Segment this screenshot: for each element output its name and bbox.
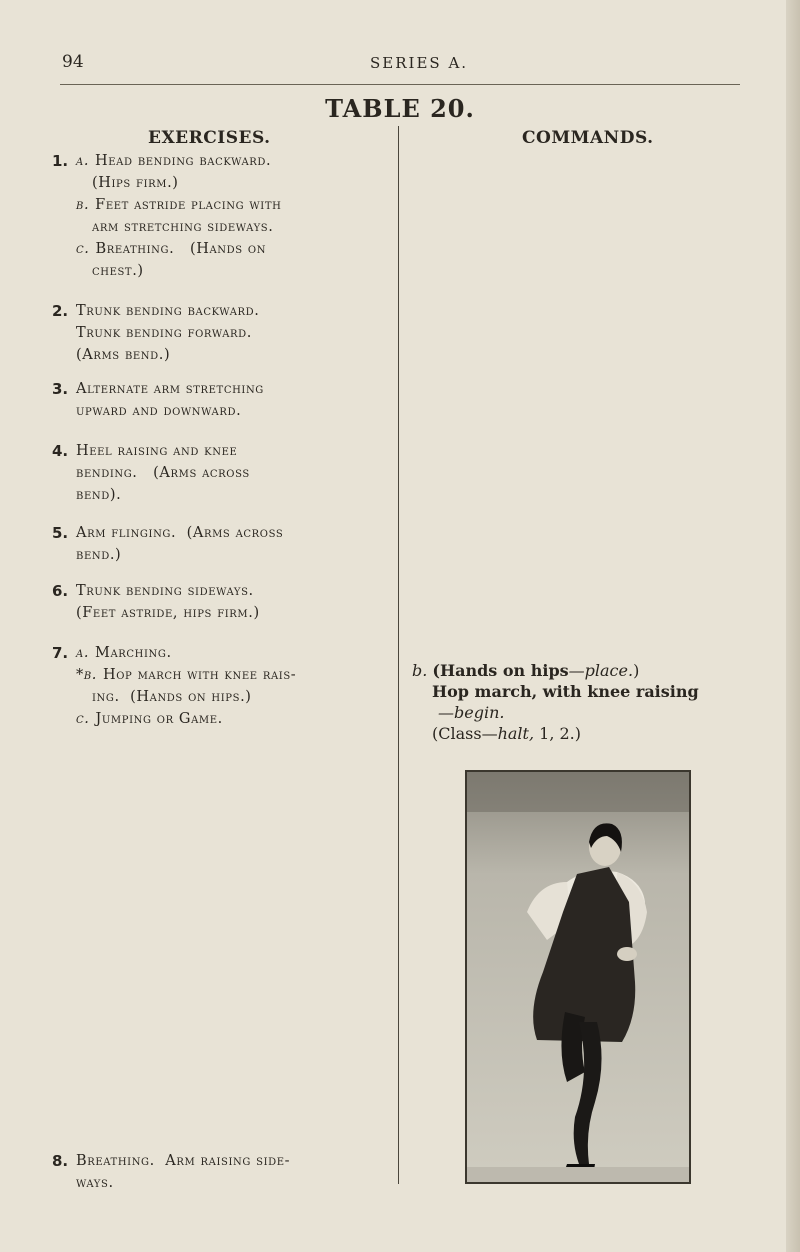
- exercise-line: bend.): [76, 547, 122, 563]
- exercise-number: 1.: [52, 152, 69, 170]
- exercise-line: (Feet astride, hips firm.): [76, 605, 260, 621]
- exercise-line: Heel raising and knee: [76, 443, 238, 459]
- exercise-line: *b. Hop march with knee rais-: [76, 667, 297, 683]
- exercise-number: 5.: [52, 524, 69, 542]
- exercise-6: [52, 580, 394, 624]
- exercise-1: [52, 150, 394, 282]
- exercise-number: 8.: [52, 1152, 69, 1170]
- hop-march-figure-image: [467, 772, 689, 1182]
- exercise-8: [52, 1150, 394, 1194]
- exercise-line: ways.: [76, 1175, 114, 1191]
- exercise-number: 3.: [52, 380, 69, 398]
- header-rule: [60, 84, 740, 85]
- exercise-line: a. Head bending backward.: [76, 153, 272, 169]
- exercise-line: c. Jumping or Game.: [76, 711, 223, 727]
- command-block: [412, 660, 782, 744]
- exercise-2: [52, 300, 394, 366]
- page-edge: [786, 0, 800, 1252]
- exercise-line: arm stretching sideways.: [92, 219, 274, 235]
- commands-column-heading: COMMANDS.: [522, 128, 654, 148]
- exercise-4: [52, 440, 394, 506]
- series-title: SERIES A.: [370, 54, 469, 72]
- page-number: 94: [62, 52, 84, 72]
- exercise-number: 2.: [52, 302, 69, 320]
- table-title: TABLE 20.: [325, 94, 475, 123]
- exercise-line: a. Marching.: [76, 645, 172, 661]
- command-line-3: —begin.: [438, 703, 505, 722]
- command-line-4: (Class—halt, 1, 2.): [432, 724, 581, 743]
- column-divider: [398, 126, 399, 1184]
- exercise-7: [52, 642, 394, 730]
- exercise-number: 4.: [52, 442, 69, 460]
- exercise-line: bending. (Arms across: [76, 465, 250, 481]
- exercise-line: Trunk bending backward.: [76, 303, 260, 319]
- command-line-2: Hop march, with knee raising: [432, 682, 699, 701]
- running-head: [0, 52, 800, 82]
- exercise-line: ing. (Hands on hips.): [92, 689, 252, 705]
- exercise-line: bend).: [76, 487, 122, 503]
- exercise-number: 6.: [52, 582, 69, 600]
- exercise-line: Breathing. Arm raising side-: [76, 1153, 291, 1169]
- exercise-line: chest.): [92, 263, 144, 279]
- exercise-line: (Hips firm.): [92, 175, 179, 191]
- exercise-line: Trunk bending forward.: [76, 325, 252, 341]
- exercise-photograph: [465, 770, 691, 1184]
- exercises-column-heading: EXERCISES.: [148, 128, 271, 148]
- exercise-line: Alternate arm stretching: [76, 381, 264, 397]
- exercise-5: [52, 522, 394, 566]
- exercise-3: [52, 378, 394, 422]
- exercise-line: (Arms bend.): [76, 347, 171, 363]
- exercise-line: Arm flinging. (Arms across: [76, 525, 284, 541]
- exercise-number: 7.: [52, 644, 69, 662]
- command-line-1: b. (Hands on hips—place.): [412, 661, 640, 680]
- exercise-line: upward and downward.: [76, 403, 242, 419]
- exercise-line: b. Feet astride placing with: [76, 197, 282, 213]
- exercise-line: c. Breathing. (Hands on: [76, 241, 267, 257]
- exercise-line: Trunk bending sideways.: [76, 583, 254, 599]
